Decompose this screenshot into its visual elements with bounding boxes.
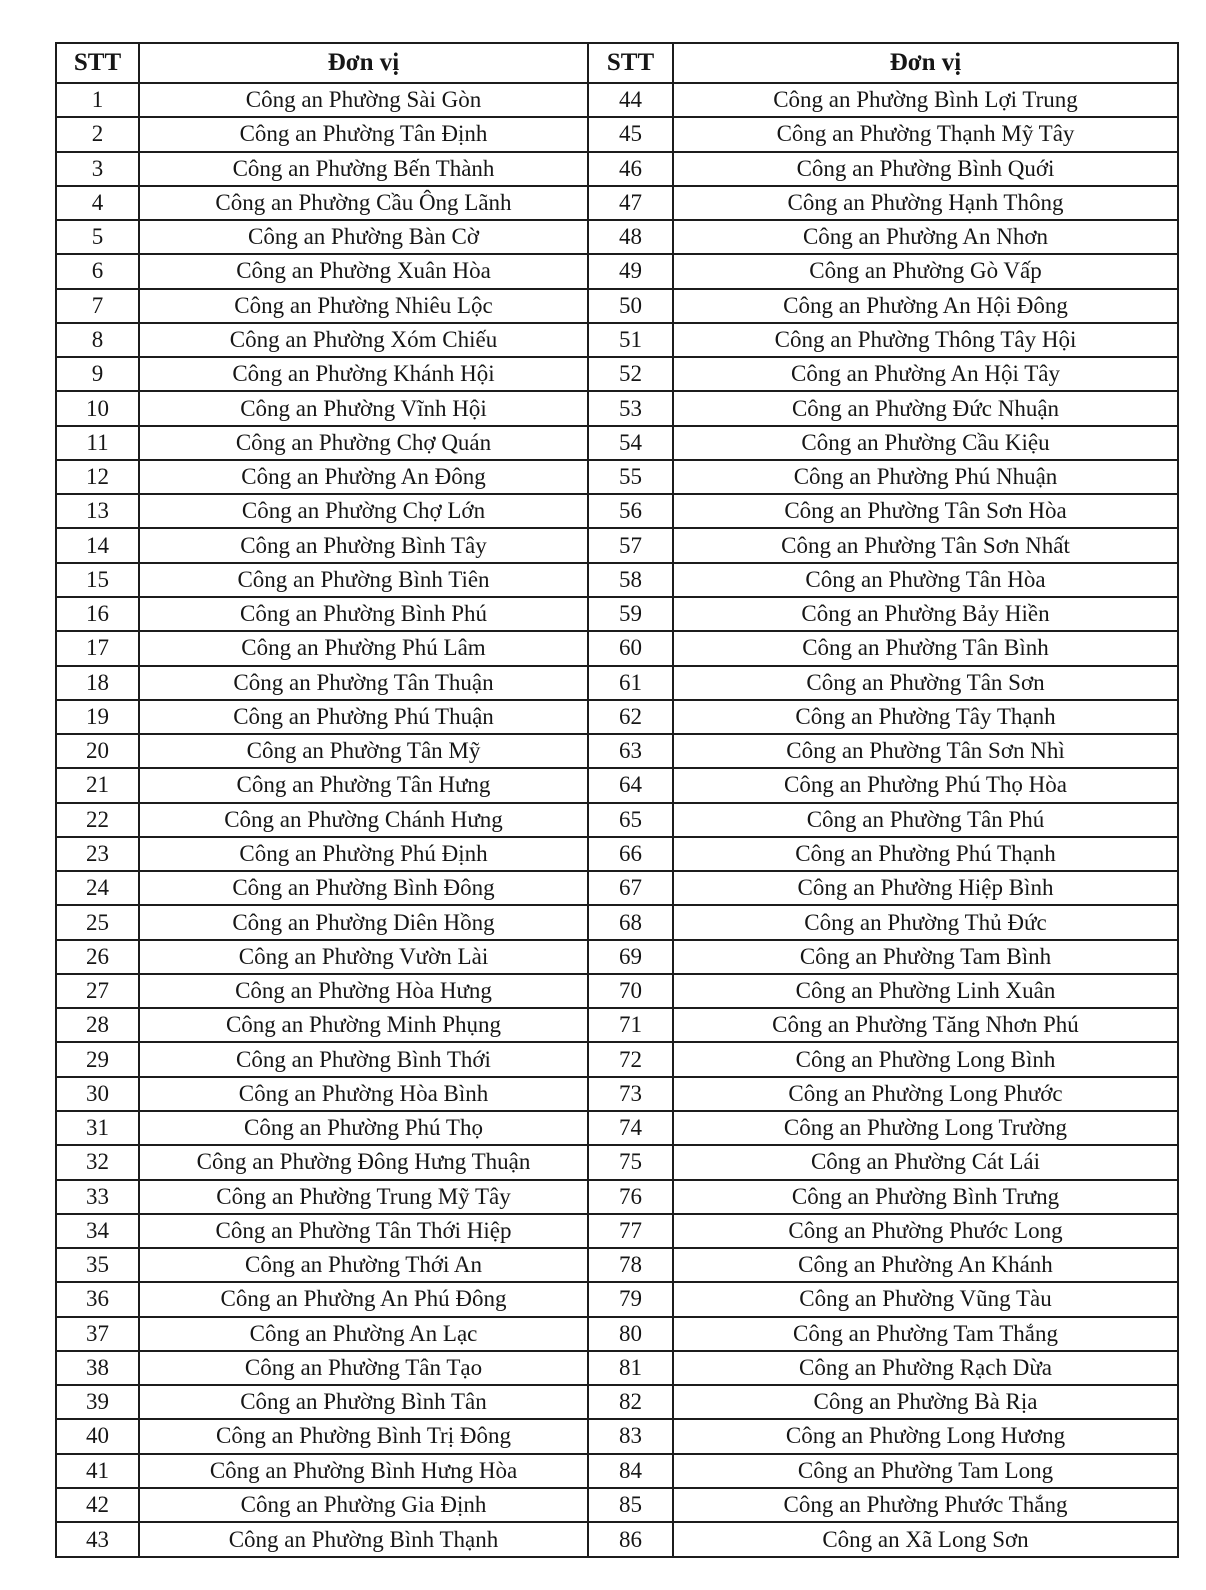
- table-row: [56, 905, 1178, 939]
- table-row: [56, 152, 1178, 186]
- unit-cell: Công an Phường Tân Bình: [673, 631, 1178, 665]
- stt-cell: 48: [588, 220, 673, 254]
- stt-cell: 76: [588, 1180, 673, 1214]
- stt-cell: 3: [56, 152, 139, 186]
- table-row: [56, 289, 1178, 323]
- table-body: [56, 83, 1178, 1557]
- stt-cell: 53: [588, 391, 673, 425]
- stt-cell: 47: [588, 186, 673, 220]
- unit-cell: Công an Phường Tân Định: [139, 117, 588, 151]
- stt-cell: 73: [588, 1077, 673, 1111]
- stt-cell: 35: [56, 1248, 139, 1282]
- unit-cell: Công an Phường Đức Nhuận: [673, 391, 1178, 425]
- stt-cell: 26: [56, 940, 139, 974]
- table-row: [56, 837, 1178, 871]
- stt-cell: 59: [588, 597, 673, 631]
- stt-cell: 34: [56, 1214, 139, 1248]
- unit-cell: Công an Phường Phú Thạnh: [673, 837, 1178, 871]
- stt-cell: 10: [56, 391, 139, 425]
- unit-cell: Công an Phường Bình Đông: [139, 871, 588, 905]
- stt-cell: 79: [588, 1282, 673, 1316]
- table-row: [56, 1008, 1178, 1042]
- unit-cell: Công an Phường Bảy Hiền: [673, 597, 1178, 631]
- unit-cell: Công an Phường Gò Vấp: [673, 254, 1178, 288]
- table-row: [56, 974, 1178, 1008]
- table-row: [56, 391, 1178, 425]
- header-stt-left: STT: [56, 43, 139, 83]
- table-row: [56, 1145, 1178, 1179]
- stt-cell: 72: [588, 1042, 673, 1076]
- unit-cell: Công an Phường Bình Tây: [139, 528, 588, 562]
- unit-cell: Công an Phường Bình Quới: [673, 152, 1178, 186]
- header-unit-left: Đơn vị: [139, 43, 588, 83]
- unit-cell: Công an Phường Tân Sơn Hòa: [673, 494, 1178, 528]
- unit-cell: Công an Phường Chợ Quán: [139, 426, 588, 460]
- stt-cell: 40: [56, 1419, 139, 1453]
- table-row: [56, 323, 1178, 357]
- stt-cell: 49: [588, 254, 673, 288]
- stt-cell: 28: [56, 1008, 139, 1042]
- stt-cell: 80: [588, 1317, 673, 1351]
- stt-cell: 27: [56, 974, 139, 1008]
- unit-cell: Công an Phường Chợ Lớn: [139, 494, 588, 528]
- stt-cell: 15: [56, 563, 139, 597]
- table-row: [56, 186, 1178, 220]
- unit-cell: Công an Phường Chánh Hưng: [139, 803, 588, 837]
- stt-cell: 1: [56, 83, 139, 117]
- table-row: [56, 117, 1178, 151]
- stt-cell: 11: [56, 426, 139, 460]
- unit-cell: Công an Phường Hạnh Thông: [673, 186, 1178, 220]
- unit-cell: Công an Phường Thới An: [139, 1248, 588, 1282]
- unit-cell: Công an Phường Tân Hưng: [139, 768, 588, 802]
- stt-cell: 17: [56, 631, 139, 665]
- unit-cell: Công an Phường Xóm Chiếu: [139, 323, 588, 357]
- unit-cell: Công an Phường An Khánh: [673, 1248, 1178, 1282]
- header-unit-right: Đơn vị: [673, 43, 1178, 83]
- table-row: [56, 1385, 1178, 1419]
- unit-cell: Công an Phường Thạnh Mỹ Tây: [673, 117, 1178, 151]
- stt-cell: 33: [56, 1180, 139, 1214]
- table-row: [56, 803, 1178, 837]
- stt-cell: 19: [56, 700, 139, 734]
- table-row: [56, 1351, 1178, 1385]
- unit-cell: Công an Phường An Hội Đông: [673, 289, 1178, 323]
- unit-cell: Công an Phường Phú Thọ: [139, 1111, 588, 1145]
- stt-cell: 81: [588, 1351, 673, 1385]
- stt-cell: 22: [56, 803, 139, 837]
- unit-cell: Công an Phường Phú Định: [139, 837, 588, 871]
- stt-cell: 50: [588, 289, 673, 323]
- unit-cell: Công an Phường Vườn Lài: [139, 940, 588, 974]
- stt-cell: 60: [588, 631, 673, 665]
- unit-cell: Công an Phường Phú Nhuận: [673, 460, 1178, 494]
- unit-cell: Công an Xã Long Sơn: [673, 1522, 1178, 1557]
- unit-cell: Công an Phường Phước Thắng: [673, 1488, 1178, 1522]
- unit-cell: Công an Phường Bình Trưng: [673, 1180, 1178, 1214]
- table-row: [56, 528, 1178, 562]
- stt-cell: 42: [56, 1488, 139, 1522]
- unit-cell: Công an Phường Vĩnh Hội: [139, 391, 588, 425]
- unit-cell: Công an Phường Tân Phú: [673, 803, 1178, 837]
- stt-cell: 24: [56, 871, 139, 905]
- table-row: [56, 563, 1178, 597]
- unit-cell: Công an Phường Sài Gòn: [139, 83, 588, 117]
- table-row: [56, 254, 1178, 288]
- stt-cell: 5: [56, 220, 139, 254]
- unit-cell: Công an Phường Long Bình: [673, 1042, 1178, 1076]
- stt-cell: 29: [56, 1042, 139, 1076]
- unit-cell: Công an Phường Khánh Hội: [139, 357, 588, 391]
- unit-cell: Công an Phường Thủ Đức: [673, 905, 1178, 939]
- table-row: [56, 460, 1178, 494]
- unit-cell: Công an Phường Phú Thuận: [139, 700, 588, 734]
- unit-cell: Công an Phường Hiệp Bình: [673, 871, 1178, 905]
- unit-cell: Công an Phường Diên Hồng: [139, 905, 588, 939]
- stt-cell: 44: [588, 83, 673, 117]
- table-row: [56, 357, 1178, 391]
- stt-cell: 78: [588, 1248, 673, 1282]
- unit-cell: Công an Phường Tây Thạnh: [673, 700, 1178, 734]
- table-row: [56, 734, 1178, 768]
- stt-cell: 7: [56, 289, 139, 323]
- table-row: [56, 1488, 1178, 1522]
- stt-cell: 54: [588, 426, 673, 460]
- table-row: [56, 83, 1178, 117]
- stt-cell: 36: [56, 1282, 139, 1316]
- table-row: [56, 940, 1178, 974]
- stt-cell: 70: [588, 974, 673, 1008]
- table-row: [56, 1077, 1178, 1111]
- stt-cell: 65: [588, 803, 673, 837]
- stt-cell: 57: [588, 528, 673, 562]
- unit-cell: Công an Phường Bình Tiên: [139, 563, 588, 597]
- stt-cell: 21: [56, 768, 139, 802]
- stt-cell: 63: [588, 734, 673, 768]
- stt-cell: 58: [588, 563, 673, 597]
- unit-cell: Công an Phường Bình Thới: [139, 1042, 588, 1076]
- unit-cell: Công an Phường Tăng Nhơn Phú: [673, 1008, 1178, 1042]
- unit-cell: Công an Phường Tân Thới Hiệp: [139, 1214, 588, 1248]
- unit-cell: Công an Phường Cầu Ông Lãnh: [139, 186, 588, 220]
- unit-cell: Công an Phường Tân Sơn Nhì: [673, 734, 1178, 768]
- unit-cell: Công an Phường An Lạc: [139, 1317, 588, 1351]
- stt-cell: 77: [588, 1214, 673, 1248]
- unit-cell: Công an Phường Tam Thắng: [673, 1317, 1178, 1351]
- table-row: [56, 1180, 1178, 1214]
- table-row: [56, 666, 1178, 700]
- unit-cell: Công an Phường Phú Lâm: [139, 631, 588, 665]
- unit-cell: Công an Phường Rạch Dừa: [673, 1351, 1178, 1385]
- unit-cell: Công an Phường Long Hương: [673, 1419, 1178, 1453]
- unit-cell: Công an Phường Minh Phụng: [139, 1008, 588, 1042]
- table-row: [56, 768, 1178, 802]
- header-stt-right: STT: [588, 43, 673, 83]
- stt-cell: 55: [588, 460, 673, 494]
- unit-cell: Công an Phường Long Phước: [673, 1077, 1178, 1111]
- unit-cell: Công an Phường Phú Thọ Hòa: [673, 768, 1178, 802]
- stt-cell: 46: [588, 152, 673, 186]
- stt-cell: 75: [588, 1145, 673, 1179]
- stt-cell: 61: [588, 666, 673, 700]
- stt-cell: 64: [588, 768, 673, 802]
- unit-cell: Công an Phường Tam Long: [673, 1454, 1178, 1488]
- unit-cell: Công an Phường Tam Bình: [673, 940, 1178, 974]
- unit-cell: Công an Phường An Phú Đông: [139, 1282, 588, 1316]
- unit-cell: Công an Phường Long Trường: [673, 1111, 1178, 1145]
- unit-cell: Công an Phường Tân Sơn: [673, 666, 1178, 700]
- stt-cell: 32: [56, 1145, 139, 1179]
- unit-cell: Công an Phường Tân Tạo: [139, 1351, 588, 1385]
- table-header: [56, 43, 1178, 83]
- stt-cell: 37: [56, 1317, 139, 1351]
- stt-cell: 83: [588, 1419, 673, 1453]
- stt-cell: 69: [588, 940, 673, 974]
- unit-cell: Công an Phường Bình Phú: [139, 597, 588, 631]
- unit-cell: Công an Phường Tân Thuận: [139, 666, 588, 700]
- unit-cell: Công an Phường Vũng Tàu: [673, 1282, 1178, 1316]
- unit-cell: Công an Phường Cầu Kiệu: [673, 426, 1178, 460]
- unit-cell: Công an Phường Gia Định: [139, 1488, 588, 1522]
- table-row: [56, 1454, 1178, 1488]
- table-row: [56, 1111, 1178, 1145]
- stt-cell: 68: [588, 905, 673, 939]
- stt-cell: 2: [56, 117, 139, 151]
- stt-cell: 84: [588, 1454, 673, 1488]
- stt-cell: 39: [56, 1385, 139, 1419]
- stt-cell: 86: [588, 1522, 673, 1557]
- unit-cell: Công an Phường Bến Thành: [139, 152, 588, 186]
- unit-cell: Công an Phường Tân Hòa: [673, 563, 1178, 597]
- stt-cell: 41: [56, 1454, 139, 1488]
- unit-cell: Công an Phường An Đông: [139, 460, 588, 494]
- stt-cell: 51: [588, 323, 673, 357]
- unit-cell: Công an Phường Bàn Cờ: [139, 220, 588, 254]
- unit-cell: Công an Phường Xuân Hòa: [139, 254, 588, 288]
- stt-cell: 13: [56, 494, 139, 528]
- stt-cell: 85: [588, 1488, 673, 1522]
- stt-cell: 18: [56, 666, 139, 700]
- stt-cell: 6: [56, 254, 139, 288]
- stt-cell: 14: [56, 528, 139, 562]
- stt-cell: 8: [56, 323, 139, 357]
- table-row: [56, 631, 1178, 665]
- table-row: [56, 426, 1178, 460]
- unit-cell: Công an Phường Đông Hưng Thuận: [139, 1145, 588, 1179]
- unit-cell: Công an Phường Phước Long: [673, 1214, 1178, 1248]
- unit-cell: Công an Phường Tân Sơn Nhất: [673, 528, 1178, 562]
- unit-cell: Công an Phường Nhiêu Lộc: [139, 289, 588, 323]
- unit-cell: Công an Phường Bình Tân: [139, 1385, 588, 1419]
- stt-cell: 74: [588, 1111, 673, 1145]
- stt-cell: 66: [588, 837, 673, 871]
- header-row: [56, 43, 1178, 83]
- stt-cell: 52: [588, 357, 673, 391]
- table-row: [56, 1522, 1178, 1557]
- table-row: [56, 494, 1178, 528]
- stt-cell: 9: [56, 357, 139, 391]
- table-row: [56, 1282, 1178, 1316]
- stt-cell: 56: [588, 494, 673, 528]
- stt-cell: 45: [588, 117, 673, 151]
- stt-cell: 43: [56, 1522, 139, 1557]
- stt-cell: 20: [56, 734, 139, 768]
- stt-cell: 16: [56, 597, 139, 631]
- table-row: [56, 1042, 1178, 1076]
- stt-cell: 30: [56, 1077, 139, 1111]
- stt-cell: 71: [588, 1008, 673, 1042]
- stt-cell: 25: [56, 905, 139, 939]
- unit-cell: Công an Phường Cát Lái: [673, 1145, 1178, 1179]
- stt-cell: 31: [56, 1111, 139, 1145]
- unit-cell: Công an Phường Trung Mỹ Tây: [139, 1180, 588, 1214]
- stt-cell: 62: [588, 700, 673, 734]
- unit-cell: Công an Phường Hòa Bình: [139, 1077, 588, 1111]
- table-row: [56, 1317, 1178, 1351]
- stt-cell: 82: [588, 1385, 673, 1419]
- table-row: [56, 700, 1178, 734]
- police-units-table: [55, 42, 1179, 1558]
- stt-cell: 38: [56, 1351, 139, 1385]
- table-row: [56, 1248, 1178, 1282]
- unit-cell: Công an Phường Bình Hưng Hòa: [139, 1454, 588, 1488]
- stt-cell: 12: [56, 460, 139, 494]
- unit-cell: Công an Phường Linh Xuân: [673, 974, 1178, 1008]
- unit-cell: Công an Phường An Hội Tây: [673, 357, 1178, 391]
- stt-cell: 4: [56, 186, 139, 220]
- table-row: [56, 871, 1178, 905]
- table-row: [56, 1419, 1178, 1453]
- table-row: [56, 1214, 1178, 1248]
- unit-cell: Công an Phường Hòa Hưng: [139, 974, 588, 1008]
- table-row: [56, 220, 1178, 254]
- unit-cell: Công an Phường An Nhơn: [673, 220, 1178, 254]
- unit-cell: Công an Phường Bình Thạnh: [139, 1522, 588, 1557]
- unit-cell: Công an Phường Tân Mỹ: [139, 734, 588, 768]
- unit-cell: Công an Phường Bình Trị Đông: [139, 1419, 588, 1453]
- unit-cell: Công an Phường Bà Rịa: [673, 1385, 1178, 1419]
- table-row: [56, 597, 1178, 631]
- unit-cell: Công an Phường Bình Lợi Trung: [673, 83, 1178, 117]
- stt-cell: 67: [588, 871, 673, 905]
- stt-cell: 23: [56, 837, 139, 871]
- unit-cell: Công an Phường Thông Tây Hội: [673, 323, 1178, 357]
